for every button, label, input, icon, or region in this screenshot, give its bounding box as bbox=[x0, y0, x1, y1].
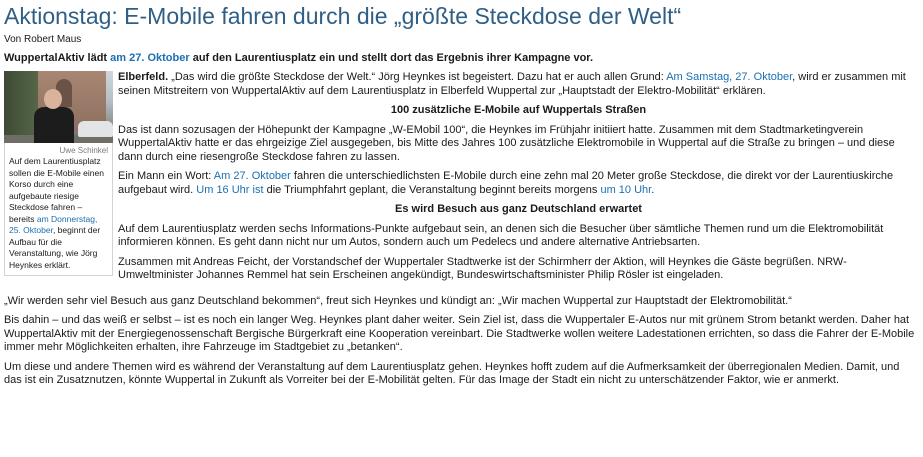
time-link[interactable]: Um 16 Uhr ist bbox=[196, 183, 264, 196]
date-link[interactable]: am 27. Oktober bbox=[110, 52, 190, 64]
article-main-column bbox=[118, 71, 919, 289]
paragraph: Das ist dann sozusagen der Höhepunkt der Kampagne „W-EMobil 100“, die Heynkes im Frühjahr initiiert hatte. Zusammen mit dem Stadtmarketingverein WuppertalAktiv hatte er das ehrgeizige Ziel ausgegeben, bis Mitte des Jahres 100 zusätzliche Elektromobile in Wuppertal auf die Straße zu bringen – und diese dann durch eine riesengroße Steckdose fahren zu lassen. bbox=[118, 123, 895, 163]
article-body-top bbox=[4, 71, 919, 289]
subheading: Es wird Besuch aus ganz Deutschland erwartet bbox=[395, 203, 642, 215]
caption-date-link[interactable]: am Donnerstag, 25. Oktober bbox=[9, 213, 98, 235]
image-box bbox=[4, 71, 113, 289]
time-link[interactable]: um 10 Uhr bbox=[600, 183, 652, 196]
paragraph: „Wir werden sehr viel Besuch aus ganz Deutschland bekommen“, freut sich Heynkes und kündigt an: „Wir machen Wuppertal zur Hauptstadt der Elektromobilität.“ bbox=[4, 294, 792, 307]
photo-caption: Auf dem Laurentiusplatz sollen die E-Mobile einen Korso durch eine aufgebaute riesige Steckdose fahren – bereits am Donnerstag, 25. Oktober, beginnt der Aufbau für die Veranstaltung, wie Jörg Heynkes erklärt. bbox=[9, 156, 104, 270]
author-byline: Von Robert Maus bbox=[4, 34, 82, 45]
paragraph: Ein Mann ein Wort: Am 27. Oktober fahren die unterschiedlichsten E-Mobile durch eine zehn mal 20 Meter große Steckdose, die direkt vor der Laurentiuskirche aufgebaut wird. Um 16 Uhr ist die Triumphfahrt geplant, die Veranstaltung beginnt bereits morgens um 10 Uhr. bbox=[118, 170, 894, 196]
article-photo[interactable] bbox=[4, 71, 113, 143]
article-lead: WuppertalAktiv lädt am 27. Oktober auf den Laurentiusplatz ein und stellt dort das Ergebnis ihrer Kampagne vor. bbox=[4, 52, 594, 64]
paragraph-intro: Elberfeld. „Das wird die größte Steckdose der Welt.“ Jörg Heynkes ist begeistert. Dazu hat er auch allen Grund: Am Samstag, 27. Oktober, wird er zusammen mit seinen Mitstreitern von WuppertalAktiv auf dem Laurentiusplatz in Elberfeld Wuppertal zur „Hauptstadt der Elektro-Mobilität“ erklären. bbox=[118, 71, 906, 97]
article-title: Aktionstag: E-Mobile fahren durch die „größte Steckdose der Welt“ bbox=[4, 3, 682, 29]
paragraph: Bis dahin – und das weiß er selbst – ist es noch ein langer Weg. Heynkes plant daher weiter. Sein Ziel ist, dass die Wuppertaler E-Autos nur mit grünem Strom betankt werden. Daher hat WuppertalAktiv mit der Energiegenossenschaft Bergische Bürgerkraft eine Kooperation vereinbart. Die Stadtwerke wollen weitere Ladestationen errichten, so dass die Fahrer der E-Mobile immer mehr Möglichkeiten erhalten, ihre Fahrzeuge im Stadtgebiet zu „betanken“. bbox=[4, 314, 915, 353]
paragraph: Zusammen mit Andreas Feicht, der Vorstandschef der Wuppertaler Stadtwerke ist der Schirmherr der Aktion, will Heynkes die Gäste begrüßen. NRW-Umweltminister Johannes Remmel hat sein Erscheinen angekündigt, Bundeswirtschaftsminister Philip Rösler ist eingeladen. bbox=[118, 255, 847, 281]
photo-credit: Uwe Schinkel bbox=[59, 146, 108, 155]
subheading: 100 zusätzliche E-Mobile auf Wuppertals Straßen bbox=[390, 104, 647, 116]
date-link[interactable]: Am 27. Oktober bbox=[213, 170, 291, 182]
article-body-bottom bbox=[4, 295, 919, 388]
paragraph: Auf dem Laurentiusplatz werden sechs Informations-Punkte aufgebaut sein, an denen sich die Besucher über sämtliche Themen rund um die Elektromobilität informieren können. Es geht dann nicht nur um Autos, sondern auch um Pedelecs und andere alternative Antriebsarten. bbox=[118, 222, 884, 248]
date-link[interactable]: Am Samstag, 27. Oktober bbox=[666, 71, 793, 83]
paragraph: Um diese und andere Themen wird es während der Veranstaltung auf dem Laurentiusplatz gehen. Heynkes hofft zudem auf die Aufmerksamkeit der überregionalen Medien. Damit, und das ist ein Zusatznutzen, könnte Wuppertal in Zukunft als Vorreiter bei der E-Mobilität gelten. Für das Image der Stadt ein nicht zu unterschätzender Faktor, wie er anmerkt. bbox=[4, 360, 900, 386]
